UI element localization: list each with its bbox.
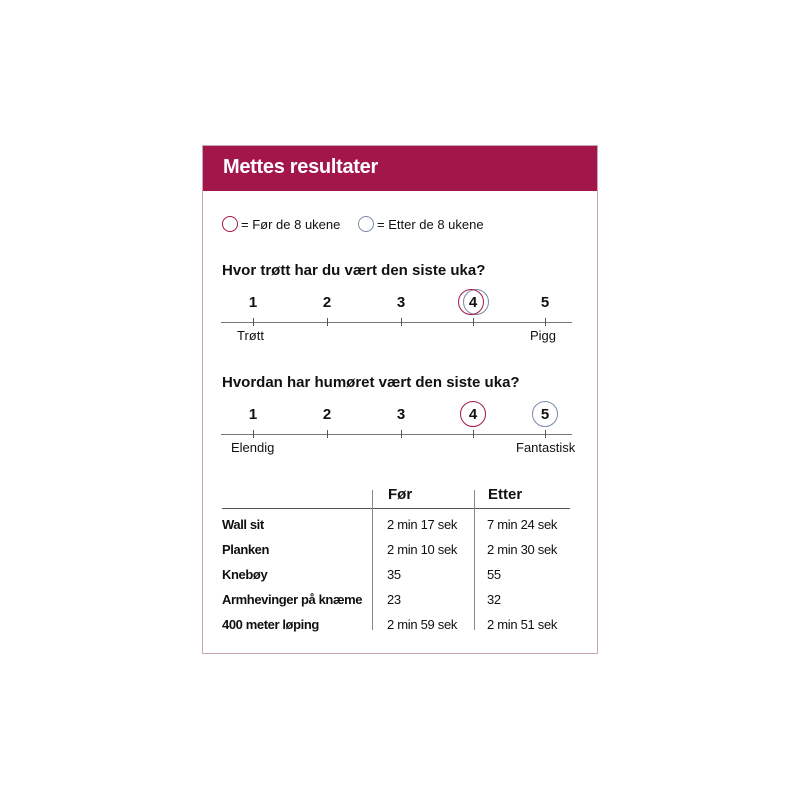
scale-number: 3 xyxy=(396,294,406,311)
row-label: Wall sit xyxy=(222,517,264,532)
scale-axis xyxy=(221,322,572,323)
table-row xyxy=(222,542,572,567)
scale-number: 2 xyxy=(322,294,332,311)
row-before: 2 min 10 sek xyxy=(387,542,458,557)
legend-before-label: = Før de 8 ukene xyxy=(241,216,341,232)
scale-tick xyxy=(401,430,402,438)
legend-after-label: = Etter de 8 ukene xyxy=(377,216,484,232)
after-marker xyxy=(532,401,558,427)
scale-number: 2 xyxy=(322,406,332,423)
scale-low-label: Elendig xyxy=(231,440,275,455)
row-label: Planken xyxy=(222,542,270,557)
row-after: 55 xyxy=(487,567,501,582)
scale-number: 4 xyxy=(468,406,478,423)
table-header-before: Før xyxy=(388,486,413,503)
results-card xyxy=(202,145,598,654)
row-before: 23 xyxy=(387,592,401,607)
row-label: Knebøy xyxy=(222,567,268,582)
row-before: 2 min 59 sek xyxy=(387,617,458,632)
row-before: 2 min 17 sek xyxy=(387,517,458,532)
row-after: 7 min 24 sek xyxy=(487,517,558,532)
row-after: 2 min 30 sek xyxy=(487,542,558,557)
table-header-after: Etter xyxy=(488,486,523,503)
scale-tick xyxy=(253,318,254,326)
card-title: Mettes resultater xyxy=(223,156,378,178)
before-marker xyxy=(460,401,486,427)
scale-mood xyxy=(221,398,576,468)
row-before: 35 xyxy=(387,567,401,582)
scale-tick xyxy=(327,430,328,438)
scale-low-label: Trøtt xyxy=(237,328,264,343)
scale-number: 1 xyxy=(248,406,258,423)
scale-tiredness xyxy=(221,286,573,356)
scale-high-label: Fantastisk xyxy=(516,440,576,455)
scale-axis xyxy=(221,434,572,435)
scale-number: 5 xyxy=(540,406,550,423)
table-row xyxy=(222,567,572,592)
table-row xyxy=(222,617,572,642)
scale-number: 1 xyxy=(248,294,258,311)
after-circle-icon xyxy=(358,216,374,232)
scale-number: 3 xyxy=(396,406,406,423)
scale-number: 4 xyxy=(468,294,478,311)
scale-tick xyxy=(545,430,546,438)
scale-tick xyxy=(473,318,474,326)
scale-tick xyxy=(545,318,546,326)
row-label: 400 meter løping xyxy=(222,617,319,632)
row-after: 32 xyxy=(487,592,501,607)
scale-tick xyxy=(401,318,402,326)
before-circle-icon xyxy=(222,216,238,232)
legend-before xyxy=(222,216,340,232)
table-divider xyxy=(222,508,570,509)
scale-tick xyxy=(473,430,474,438)
before-marker xyxy=(458,289,484,315)
row-label: Armhevinger på knæme xyxy=(222,592,363,607)
table-row xyxy=(222,592,572,617)
scale-tick xyxy=(327,318,328,326)
scale-number: 5 xyxy=(540,294,550,311)
scale-high-label: Pigg xyxy=(530,328,557,343)
table-row xyxy=(222,517,572,542)
legend-after xyxy=(358,216,484,232)
row-after: 2 min 51 sek xyxy=(487,617,558,632)
question-mood: Hvordan har humøret vært den siste uka? xyxy=(222,374,520,391)
scale-tick xyxy=(253,430,254,438)
card-header xyxy=(203,146,597,191)
question-tiredness: Hvor trøtt har du vært den siste uka? xyxy=(222,262,486,279)
